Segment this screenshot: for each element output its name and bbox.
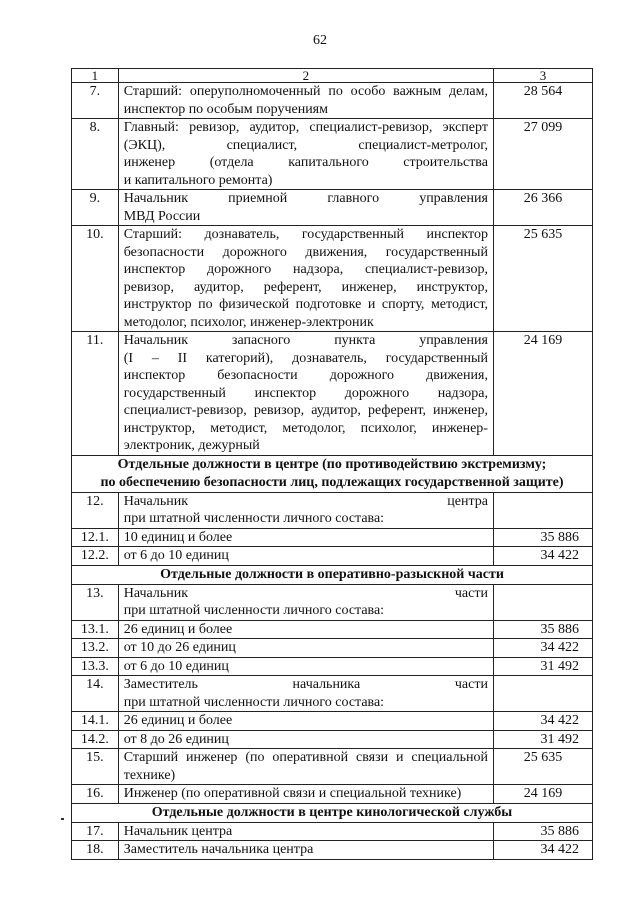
table-subrow — [72, 822, 593, 841]
row-number: 14. — [72, 676, 119, 712]
section-heading-line: по обеспечению безопасности лиц, подлежащих государственной защите) — [100, 474, 564, 490]
position-description — [118, 584, 493, 620]
position-description — [118, 712, 493, 731]
table-header-row — [72, 69, 593, 83]
description-line: специалист-ревизор, ревизор, аудитор, референт, инженер, — [123, 403, 488, 418]
description-line: инженер (отдела капитального строительства — [123, 155, 488, 170]
section-heading — [72, 565, 593, 584]
row-number: 9. — [72, 190, 119, 226]
salary-value: 28 564 — [493, 83, 592, 119]
description-line: Начальник части — [123, 585, 488, 601]
description-line: (ЭКЦ), специалист, специалист-метролог, — [123, 137, 488, 153]
salary-value: 34 422 — [493, 712, 592, 731]
position-description — [118, 676, 493, 712]
description-line: инструктор, методист, методолог, психолог, инженер- — [123, 420, 488, 436]
description-line: Заместитель начальника центра — [123, 842, 314, 857]
description-line: инспектор по особым поручениям — [123, 101, 328, 117]
section-heading-line: Отдельные должности в центре кинологической службы — [151, 804, 513, 820]
position-description — [118, 749, 493, 785]
row-number: 10. — [72, 226, 119, 332]
description-line: Старший: дознаватель, государственный инспектор — [123, 227, 488, 242]
row-number: 13.1. — [72, 620, 119, 639]
row-number: 11. — [72, 332, 119, 456]
description-line: и капитального ремонта) — [123, 172, 273, 188]
section-heading-row — [72, 803, 593, 822]
row-number: 13.2. — [72, 639, 119, 658]
description-line: Начальник запасного пункта управления — [123, 333, 488, 348]
description-line: Начальник центра — [123, 823, 233, 839]
table-subrow — [72, 712, 593, 731]
table-row — [72, 492, 593, 528]
salary-value: 26 366 — [493, 190, 592, 226]
section-heading-line: Отдельные должности в оперативно-разыскной части — [160, 566, 504, 582]
description-line: Главный: ревизор, аудитор, специалист-ревизор, эксперт — [123, 120, 488, 135]
table-row — [72, 83, 593, 119]
salary-value: 24 169 — [493, 332, 592, 456]
salary-value: 27 099 — [493, 119, 592, 190]
description-line: безопасности дорожного движения, государственный — [123, 244, 488, 260]
salary-value — [493, 584, 592, 620]
position-description — [118, 226, 493, 332]
description-line: 26 единиц и более — [123, 621, 233, 637]
position-description — [118, 785, 493, 804]
salary-value: 35 886 — [493, 528, 592, 547]
salary-value: 25 635 — [493, 226, 592, 332]
salary-value: 35 886 — [493, 822, 592, 841]
description-line: инструктор по физической подготовке и спорту, методист, — [123, 297, 488, 312]
table-row — [72, 190, 593, 226]
salary-value: 31 492 — [493, 657, 592, 676]
position-description — [118, 119, 493, 190]
table-row — [72, 785, 593, 804]
position-description — [118, 657, 493, 676]
description-line: Заместитель начальника части — [123, 677, 488, 692]
description-line: (I – II категорий), дознаватель, государственный — [123, 350, 488, 366]
salary-value: 34 422 — [493, 547, 592, 566]
row-number: 13. — [72, 584, 119, 620]
table-subrow — [72, 841, 593, 860]
scan-artifact — [61, 818, 64, 820]
salary-value: 35 886 — [493, 620, 592, 639]
row-number: 7. — [72, 83, 119, 119]
description-line: от 6 до 10 единиц — [123, 548, 229, 563]
position-description — [118, 332, 493, 456]
salary-value — [493, 676, 592, 712]
row-number: 12.1. — [72, 528, 119, 547]
description-line: от 6 до 10 единиц — [123, 658, 229, 674]
description-line: Инженер (по оперативной связи и специальной технике) — [123, 786, 462, 801]
position-description — [118, 547, 493, 566]
row-number: 18. — [72, 841, 119, 860]
page-number: 62 — [313, 33, 327, 48]
description-line: 26 единиц и более — [123, 713, 233, 728]
salary-table — [71, 68, 593, 860]
description-line: электроник, дежурный — [123, 438, 260, 453]
description-line: инспектор безопасности дорожного движения, — [123, 368, 488, 383]
table-subrow — [72, 657, 593, 676]
description-line: Старший: оперуполномоченный по особо важным делам, — [123, 84, 488, 99]
table-subrow — [72, 730, 593, 749]
description-line: методолог, психолог, инженер-электроник — [123, 314, 374, 330]
table-row — [72, 119, 593, 190]
table-row — [72, 584, 593, 620]
description-line: при штатной численности личного состава: — [123, 511, 385, 526]
table-row — [72, 676, 593, 712]
section-heading-row — [72, 455, 593, 492]
table-row — [72, 226, 593, 332]
header-col-3: 3 — [493, 69, 592, 83]
header-col-2: 2 — [118, 69, 493, 83]
description-line: технике) — [123, 767, 176, 783]
table-subrow — [72, 620, 593, 639]
salary-value: 25 635 — [493, 749, 592, 785]
section-heading — [72, 803, 593, 822]
position-description — [118, 528, 493, 547]
description-line: МВД России — [123, 208, 201, 224]
table-row — [72, 332, 593, 456]
position-description — [118, 639, 493, 658]
section-heading-row — [72, 565, 593, 584]
salary-value: 34 422 — [493, 639, 592, 658]
description-line: от 8 до 26 единиц — [123, 731, 229, 747]
row-number: 12. — [72, 492, 119, 528]
position-description — [118, 190, 493, 226]
description-line: от 10 до 26 единиц — [123, 640, 236, 655]
row-number: 14.1. — [72, 712, 119, 731]
position-description — [118, 841, 493, 860]
description-line: Начальник приемной главного управления — [123, 191, 488, 206]
description-line: государственный инспектор дорожного надзора, — [123, 385, 488, 401]
table-body — [72, 69, 593, 860]
description-line: при штатной численности личного состава: — [123, 694, 385, 710]
position-description — [118, 83, 493, 119]
row-number: 14.2. — [72, 730, 119, 749]
description-line: 10 единиц и более — [123, 529, 233, 545]
position-description — [118, 730, 493, 749]
header-col-1: 1 — [72, 69, 119, 83]
table-row — [72, 749, 593, 785]
row-number: 16. — [72, 785, 119, 804]
description-line: ревизор, аудитор, референт, инженер, инструктор, — [123, 279, 488, 295]
table-subrow — [72, 528, 593, 547]
section-heading — [72, 455, 593, 492]
description-line: Начальник центра — [123, 493, 488, 509]
table-subrow — [72, 639, 593, 658]
row-number: 15. — [72, 749, 119, 785]
table-subrow — [72, 547, 593, 566]
salary-value: 34 422 — [493, 841, 592, 860]
position-description — [118, 620, 493, 639]
salary-value: 24 169 — [493, 785, 592, 804]
position-description — [118, 822, 493, 841]
position-description — [118, 492, 493, 528]
section-heading-line: Отдельные должности в центре (по противодействию экстремизму; — [117, 456, 547, 472]
row-number: 13.3. — [72, 657, 119, 676]
row-number: 17. — [72, 822, 119, 841]
description-line: инспектор дорожного надзора, специалист-ревизор, — [123, 262, 488, 277]
description-line: при штатной численности личного состава: — [123, 603, 385, 618]
row-number: 12.2. — [72, 547, 119, 566]
salary-value: 31 492 — [493, 730, 592, 749]
row-number: 8. — [72, 119, 119, 190]
description-line: Старший инженер (по оперативной связи и специальной — [123, 750, 488, 765]
salary-value — [493, 492, 592, 528]
